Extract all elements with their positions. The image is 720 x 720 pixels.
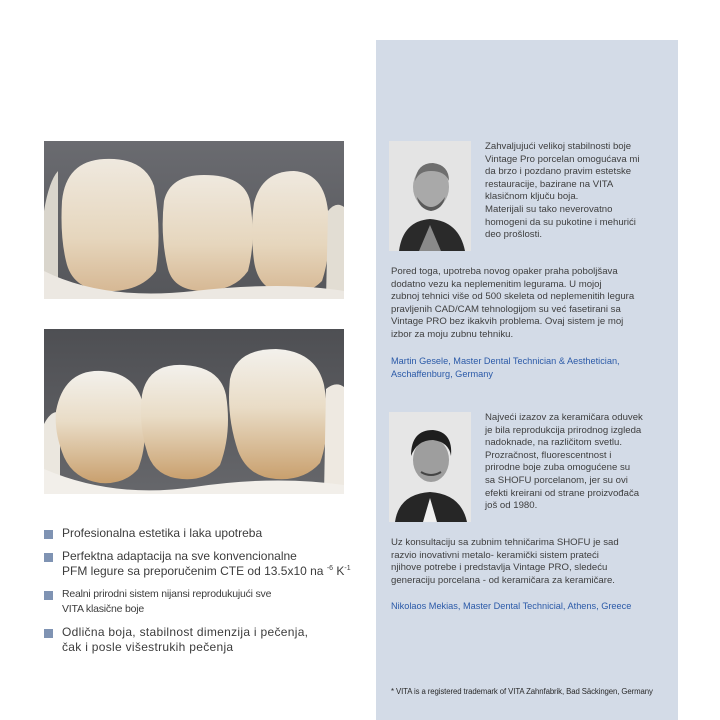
dental-crowns-photo: [44, 141, 344, 299]
bullet-square-icon: [44, 530, 53, 539]
bullet-square-icon: [44, 553, 53, 562]
feature-text: Realni prirodni sistem nijansi reprodukujući sve VITA klasične boje: [62, 588, 272, 615]
portrait-nikolaos-mekias: [389, 412, 471, 522]
list-item: [44, 587, 364, 617]
feature-text: Profesionalna estetika i laka upotreba: [62, 526, 263, 540]
list-item: [44, 549, 364, 579]
testimonial-quote: Najveći izazov za keramičara oduvek je bila reprodukcija prirodnog izgleda nadoknade, na različitom svetlu. Prozračnost, fluorescentnost i prirodne boje zuba omogućene su sa SHOFU porcelanom, jer su ovi efekti kreirani od strane proizvođača još od 1980.: [485, 412, 643, 512]
feature-text: Odlična boja, stabilnost dimenzija i pečenja, čak i posle višestrukih pečenja: [62, 625, 309, 654]
list-item: [44, 526, 364, 541]
bullet-square-icon: [44, 591, 53, 600]
bullet-square-icon: [44, 629, 53, 638]
testimonial-body: Pored toga, upotreba novog opaker praha poboljšava dodatno vezu ka neplemenitim leguramа. U mojoj zubnoj tehnici više od 500 skeleta od neplemenitih legura pravljenih CAD/CAM tehnologijom su već fasetirani sa Vintage PRO bez ikakvih problema. Ovaj sistem je moj izbor za moju zubnu tehniku.: [391, 266, 635, 340]
testimonial-quote: Zahvaljujući velikoj stabilnosti boje Vintage Pro porcelan omogućava mi da brzo i pozdano pravim estetske restauracije, bazirane na VITA klasičnom ključu boja. Materijali su tako neverovatno homogeni da su pukotine i mehurići deo prošlosti.: [485, 141, 640, 241]
footnote: * VITA is a registered trademark of VITA Zahnfabrik, Bad Säckingen, Germany: [391, 687, 653, 696]
feature-list: [44, 526, 364, 663]
dental-crowns-translucent-photo: [44, 329, 344, 494]
list-item: [44, 625, 364, 655]
feature-text: Perfektna adaptacija na sve konvencionalne PFM legure sa preporučenim CTE od 13.5x10 na $^{-6}$ $K^{-1}$: [62, 549, 351, 578]
testimonial-attribution: Nikolaos Mekias, Master Dental Technicial, Athens, Greece: [391, 601, 632, 611]
portrait-martin-gesele: [389, 141, 471, 251]
testimonial-body: Uz konsultaciju sa zubnim tehničarima SHOFU je sad razvio inovativni metalo- keramički sistem prateći njihove potrebe i predstavlja Vintage PRO, sledeću generaciju porcelana - od keramičara za keramičare.: [391, 537, 619, 586]
testimonial-attribution: Martin Gesele, Master Dental Technician & Aesthetician, Aschaffenburg, Germany: [391, 356, 620, 379]
